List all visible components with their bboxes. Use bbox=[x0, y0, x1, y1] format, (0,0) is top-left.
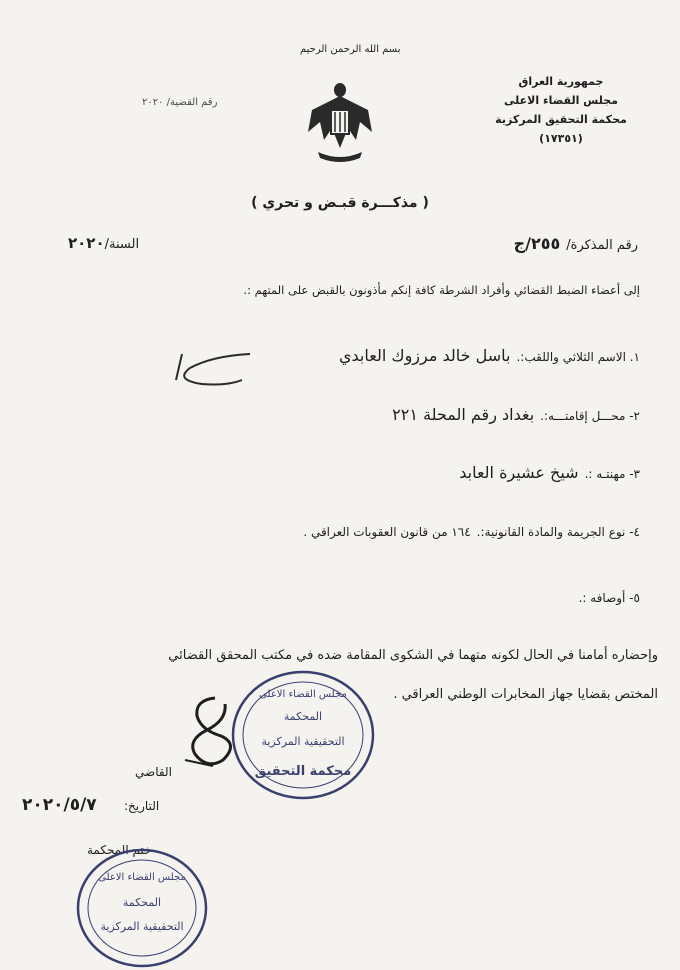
issuer-line: مجلس القضاء الاعلى bbox=[504, 94, 618, 107]
court-seal-icon bbox=[72, 840, 212, 970]
stamp-text: مجلس القضاء الاعلى bbox=[259, 689, 347, 700]
field-value: باسل خالد مرزوك العابدي bbox=[339, 346, 511, 365]
memo-title: ( مذكـــرة قبـض و تحري ) bbox=[251, 195, 429, 211]
field-name bbox=[339, 346, 640, 365]
case-number: رقم القضية/ ٢٠٢٠ bbox=[142, 97, 218, 108]
intro-text: إلى أعضاء الضبط القضائي وأفراد الشرطة كافة إنكم مأذونون بالقبض على المتهم :. bbox=[243, 283, 640, 297]
issuer-block bbox=[486, 72, 636, 148]
issuer-line: جمهورية العراق bbox=[518, 75, 604, 88]
stamp-text: المحكمة bbox=[283, 710, 323, 723]
issuer-line: (١٧٣٥١) bbox=[539, 132, 583, 145]
field-description bbox=[573, 587, 640, 606]
field-label: ٤- نوع الجريمة والمادة القانونية:. bbox=[476, 525, 640, 539]
field-label: ٥- أوصافه :. bbox=[578, 591, 640, 605]
memo-number bbox=[514, 234, 638, 253]
court-seal-label: ختم المحكمة bbox=[87, 843, 152, 857]
field-value: شيخ عشيرة العابد bbox=[459, 463, 579, 482]
court-stamp-icon bbox=[228, 665, 378, 805]
field-label: ١. الاسم الثلاثي واللقب:. bbox=[516, 350, 640, 364]
judge-label: القاضي bbox=[135, 765, 172, 779]
field-profession bbox=[459, 463, 640, 482]
date-label: التاريخ: bbox=[124, 799, 160, 813]
date-value: ٢٠٢٠/٥/٧ bbox=[22, 795, 97, 815]
body-text-line: وإحضاره أمامنا في الحال لكونه متهما في الشكوى المقامة ضده في مكتب المحقق القضائي bbox=[168, 648, 658, 663]
field-label: ٢- محـــل إقامتـــه:. bbox=[540, 409, 640, 423]
memo-year-value: ٢٠٢٠ bbox=[68, 234, 105, 252]
stamp-text: مجلس القضاء الاعلى bbox=[98, 872, 186, 883]
memo-year bbox=[68, 234, 139, 252]
body-text-line: المختص بقضايا جهاز المخابرات الوطني العراقي . bbox=[393, 687, 658, 702]
stamp-text: محكمة التحقيق bbox=[254, 764, 352, 779]
basmala: بسم الله الرحمن الرحيم bbox=[300, 44, 401, 55]
field-crime bbox=[303, 525, 640, 540]
field-value: بغداد رقم المحلة ٢٢١ bbox=[392, 405, 535, 424]
memo-number-value: ٢٥٥/ج bbox=[513, 234, 561, 253]
field-label: ٣- مهنتـه :. bbox=[584, 467, 640, 481]
memo-year-label: السنة/ bbox=[104, 237, 140, 252]
stamp-text: التحقيقية المركزية bbox=[100, 920, 184, 933]
stamp-text: التحقيقية المركزية bbox=[261, 735, 345, 748]
issuer-line: محكمة التحقيق المركزية bbox=[495, 113, 627, 126]
iraq-eagle-emblem-icon bbox=[300, 70, 380, 165]
judge-signature-icon bbox=[165, 690, 245, 770]
stamp-text: المحكمة bbox=[122, 896, 162, 909]
memo-number-label: رقم المذكرة/ bbox=[566, 238, 638, 253]
field-value: ١٦٤ من قانون العقوبات العراقي . bbox=[303, 525, 471, 539]
field-residence bbox=[392, 405, 640, 424]
handwritten-mark-icon bbox=[172, 350, 257, 390]
